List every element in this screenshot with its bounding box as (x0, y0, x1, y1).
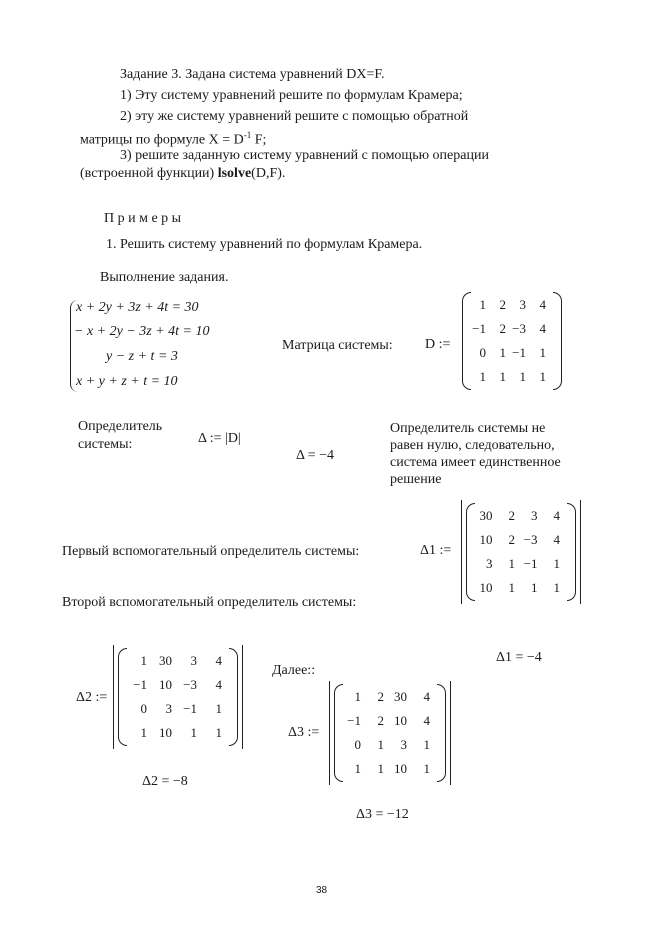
execution-label: Выполнение задания. (100, 270, 229, 285)
matrix-cell: 30 (394, 689, 407, 704)
det-bar-left (113, 645, 114, 749)
matrix-cell: −3 (512, 321, 526, 336)
aux2-matrix (118, 648, 238, 746)
matrix-cell: 3 (165, 701, 172, 716)
determinant-expression: Δ := |D| (198, 431, 241, 446)
matrix-cell: 1 (519, 369, 526, 384)
determinant-note-c: система имеет единственное (390, 455, 561, 470)
matrix-cell: 0 (140, 701, 147, 716)
matrix-cell: 1 (377, 737, 384, 752)
example-1: 1. Решить систему уравнений по формулам Крамера. (106, 237, 423, 252)
aux2-label: Второй вспомогательный определитель системы: (62, 595, 357, 610)
matrix-cell: 10 (159, 677, 172, 692)
left-paren (466, 503, 475, 601)
task-item-3a: 3) решите заданную систему уравнений с помощью операции (120, 148, 489, 163)
matrix-cell: 1 (553, 580, 560, 595)
det-bar-right (450, 681, 451, 785)
right-paren (229, 648, 238, 746)
matrix-cell: 4 (553, 508, 560, 523)
matrix-cell: 10 (394, 713, 407, 728)
matrix-grid (476, 504, 566, 600)
matrix-cell: 1 (423, 761, 430, 776)
lsolve-keyword: lsolve (217, 166, 252, 181)
matrix-cell: −1 (512, 345, 526, 360)
matrix-cell: 1 (479, 369, 486, 384)
matrix-cell: 1 (508, 580, 515, 595)
aux1-label: Первый вспомогательный определитель системы: (62, 544, 360, 559)
det-bar-left (329, 681, 330, 785)
matrix-cell: −3 (183, 677, 197, 692)
matrix-cell: 30 (159, 653, 172, 668)
right-paren (567, 503, 576, 601)
matrix-cell: 1 (354, 689, 361, 704)
matrix-cell: 10 (159, 725, 172, 740)
matrix-cell: 1 (423, 737, 430, 752)
equation-2: − x + 2y − 3z + 4t = 10 (74, 324, 210, 339)
matrix-cell: 1 (190, 725, 197, 740)
matrix-grid (344, 685, 436, 781)
aux3-matrix (334, 684, 446, 782)
matrix-cell: 10 (394, 761, 407, 776)
matrix-cell: 1 (354, 761, 361, 776)
matrix-cell: 2 (499, 297, 506, 312)
matrix-d (462, 292, 562, 390)
matrix-grid (472, 293, 552, 389)
determinant-label-b: системы: (78, 437, 133, 452)
matrix-cell: 3 (486, 556, 493, 571)
matrix-cell: 4 (553, 532, 560, 547)
matrix-cell: −1 (523, 556, 538, 571)
matrix-cell: −1 (472, 321, 486, 336)
equation-1: x + 2y + 3z + 4t = 30 (76, 300, 199, 315)
matrix-cell: 4 (423, 713, 430, 728)
matrix-cell: −1 (133, 677, 147, 692)
aux2-name: Δ2 := (76, 690, 108, 705)
matrix-cell: 3 (531, 508, 538, 523)
matrix-cell: 0 (479, 345, 486, 360)
aux3-value: Δ3 = −12 (356, 807, 409, 822)
matrix-cell: 1 (531, 580, 538, 595)
matrix-cell: 2 (377, 689, 384, 704)
matrix-cell: 4 (423, 689, 430, 704)
aux2-value: Δ2 = −8 (142, 774, 188, 789)
matrix-cell: 1 (479, 297, 486, 312)
det-bar-right (580, 500, 581, 604)
task-item-3b (80, 165, 285, 183)
matrix-cell: 3 (400, 737, 407, 752)
determinant-note-b: равен нулю, следовательно, (390, 438, 555, 453)
matrix-cell: 3 (190, 653, 197, 668)
matrix-cell: 0 (354, 737, 361, 752)
task-item-3b-tail: (D,F). (251, 166, 286, 181)
matrix-cell: 1 (140, 653, 147, 668)
task-item-2b-sup: -1 (243, 130, 252, 140)
matrix-cell: 4 (215, 677, 222, 692)
equation-4: x + y + z + t = 10 (76, 374, 178, 389)
examples-heading: П р и м е р ы (104, 211, 182, 226)
matrix-cell: 4 (539, 321, 546, 336)
task-item-3b-text: (встроенной функции) (80, 166, 218, 181)
aux3-name: Δ3 := (288, 725, 320, 740)
matrix-cell: 2 (508, 532, 515, 547)
matrix-cell: 1 (215, 701, 222, 716)
determinant-note-a: Определитель системы не (390, 421, 546, 436)
left-paren (334, 684, 343, 782)
matrix-cell: 1 (140, 725, 147, 740)
matrix-label: Матрица системы: (282, 338, 393, 353)
matrix-cell: 1 (377, 761, 384, 776)
left-paren (462, 292, 471, 390)
matrix-cell: 1 (553, 556, 560, 571)
aux1-value: Δ1 = −4 (496, 650, 542, 665)
determinant-label-a: Определитель (78, 419, 163, 434)
determinant-note-d: решение (390, 472, 442, 487)
matrix-cell: 2 (377, 713, 384, 728)
matrix-cell: 1 (215, 725, 222, 740)
matrix-cell: 10 (479, 580, 493, 595)
matrix-cell: 2 (499, 321, 506, 336)
matrix-grid (128, 649, 228, 745)
matrix-cell: 2 (508, 508, 515, 523)
task-title: Задание 3. Задана система уравнений DX=F. (120, 67, 385, 82)
matrix-d-label: D := (425, 337, 451, 352)
matrix-cell: −3 (523, 532, 538, 547)
matrix-cell: 30 (479, 508, 493, 523)
matrix-cell: 3 (519, 297, 526, 312)
page-number: 38 (316, 885, 328, 896)
task-item-2b-tail: F; (251, 132, 267, 148)
right-paren (437, 684, 446, 782)
left-paren (118, 648, 127, 746)
matrix-cell: 1 (539, 345, 546, 360)
matrix-cell: 1 (499, 369, 506, 384)
matrix-cell: 1 (539, 369, 546, 384)
matrix-cell: −1 (183, 701, 197, 716)
equation-3: y − z + t = 3 (106, 349, 178, 364)
task-item-1: 1) Эту систему уравнений решите по формулам Крамера; (120, 88, 463, 103)
aux1-name: Δ1 := (420, 543, 452, 558)
right-paren (553, 292, 562, 390)
matrix-cell: −1 (347, 713, 361, 728)
determinant-value: Δ = −4 (296, 448, 335, 463)
det-bar-left (461, 500, 462, 604)
aux1-matrix (466, 503, 576, 601)
task-item-2a: 2) эту же систему уравнений решите с помощью обратной (120, 109, 469, 124)
matrix-cell: 4 (215, 653, 222, 668)
matrix-cell: 1 (499, 345, 506, 360)
task-item-2b-text: матрицы по формуле X = D (80, 132, 244, 148)
further-label: Далее:: (272, 663, 316, 678)
matrix-cell: 4 (539, 297, 546, 312)
matrix-cell: 1 (508, 556, 515, 571)
matrix-cell: 10 (479, 532, 493, 547)
det-bar-right (242, 645, 243, 749)
